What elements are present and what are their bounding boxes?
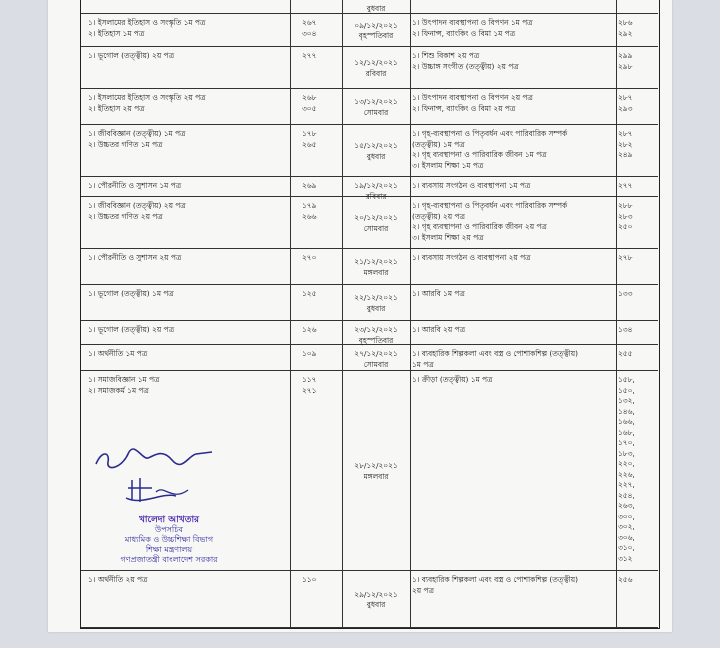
subject-cell-line: ১। অর্থনীতি ২য় পত্র <box>88 575 148 584</box>
subject-code-cell-right-line: ১৭০, <box>618 438 635 447</box>
exam-date-cell-line: সোমবার <box>363 107 389 117</box>
subject-cell-right-line: ২। গৃহ ব্যবস্থাপনা ও পারিবারিক জীবন ২য় পত্র <box>412 222 547 231</box>
subject-cell-right-line: ১। ব্যবহারিক শিল্পকলা এবং বস্ত্র ও পোশাকশিল্প (তত্ত্বীয়) <box>412 349 578 358</box>
subject-cell-right-line: ৩। ইসলাম শিক্ষা ২য় পত্র <box>412 232 484 242</box>
subject-cell-line: ২। উচ্চতর গণিত ২য় পত্র <box>88 211 163 221</box>
subject-code-cell-line: ২৬৭ <box>302 18 317 27</box>
exam-date-cell-line: ১৯/১২/২০২১ <box>354 181 398 190</box>
subject-code-cell-right-line: ৩১২ <box>618 553 633 563</box>
subject-code-cell-right-line: ১৩৪ <box>618 325 633 334</box>
exam-date-cell-line: ২১/১২/২০২১ <box>354 257 398 266</box>
subject-cell-right-line: ১। ব্যবসায় সংগঠন ও ব্যবস্থাপনা ২য় পত্র <box>412 253 531 262</box>
subject-code-cell-right-line: ৩০৬, <box>618 532 635 542</box>
subject-cell-right-line: ২। গৃহ ব্যবস্থাপনা ও পারিবারিক জীবন ১ম পত্র <box>412 150 547 159</box>
exam-date-cell-line: ২৮/১২/২০২১ <box>354 461 398 470</box>
subject-cell-right-line: (তত্ত্বীয়) ২য় পত্র <box>412 211 465 221</box>
subject-code-cell-right-line: ২৭৭ <box>618 181 633 190</box>
subject-cell-line: ১। ভূগোল (তত্ত্বীয়) ২য় পত্র <box>88 51 174 60</box>
exam-date-cell-line: সোমবার <box>363 359 389 369</box>
subject-code-cell-right-line: ২৫০ <box>618 222 633 231</box>
subject-code-cell-right-line: ১৩২, <box>618 396 635 405</box>
subject-code-cell-right-line: ২২০, <box>618 459 635 468</box>
subject-code-cell-line: ১১০ <box>302 575 317 584</box>
exam-date-cell-line: বৃহস্পতিবার <box>358 31 394 40</box>
exam-date-cell-line: রবিবার <box>365 68 387 78</box>
subject-cell-right-line: (তত্ত্বীয়) ১ম পত্র <box>412 139 465 149</box>
subject-code-cell-right-line: ২৯৩ <box>618 103 633 113</box>
subject-code-cell-right-line: ২৮৩ <box>618 211 633 221</box>
signatory-name: খালেদা আখতার <box>138 515 200 525</box>
subject-code-cell-right-line: ২৮৬ <box>618 18 633 27</box>
signatory-division: মাধ্যমিক ও উচ্চশিক্ষা বিভাগ <box>124 535 214 544</box>
subject-code-cell-right-line: ২৯৯ <box>618 51 633 60</box>
subject-code-cell-right-line: ২৮২ <box>618 139 633 149</box>
subject-cell-right-line: ২। ফিনান্স, ব্যাংকিং ও বিমা ২য় পত্র <box>412 103 516 113</box>
subject-cell-right-line: ১। ব্যবহারিক শিল্পকলা এবং বস্ত্র ও পোশাকশিল্প (তত্ত্বীয়) <box>412 575 578 584</box>
subject-cell-line: ১। অর্থনীতি ১ম পত্র <box>88 349 148 358</box>
exam-date-cell-line: ১৫/১২/২০২১ <box>354 141 398 150</box>
subject-code-cell-right-line: ১৮৩, <box>618 448 635 458</box>
subject-code-cell-line: ২৬৮ <box>302 93 317 102</box>
exam-date-cell-line: ১৩/১২/২০২১ <box>354 97 398 106</box>
subject-cell-right-line: ১। শিশু বিকাশ ২য় পত্র <box>412 51 480 60</box>
subject-cell-right-line: ২। ফিনান্স, ব্যাংকিং ও বিমা ১ম পত্র <box>412 28 516 38</box>
subject-code-cell-right-line: ২৫৬ <box>618 575 633 584</box>
subject-cell-line: ২। উচ্চতর গণিত ১ম পত্র <box>88 139 163 149</box>
subject-code-cell-right-line: ১৫৮, <box>618 375 635 384</box>
subject-code-cell-line: ৩০৫ <box>302 103 317 113</box>
subject-code-cell-line: ১১৭ <box>302 375 317 384</box>
exam-date-cell-line: সোমবার <box>363 223 389 233</box>
subject-cell-right-line: ১ম পত্র <box>412 359 434 369</box>
exam-date-cell-line: রবিবার <box>365 191 387 201</box>
subject-cell-line: ১। ভূগোল (তত্ত্বীয়) ১ম পত্র <box>88 289 174 298</box>
subject-cell-line: ১। পৌরনীতি ও সুশাসন ১ম পত্র <box>88 181 182 190</box>
signatory-ministry: শিক্ষা মন্ত্রণালয় <box>145 545 193 554</box>
subject-cell-right-line: ২য় পত্র <box>412 585 434 595</box>
subject-code-cell-right-line: ৩০২, <box>618 522 635 531</box>
subject-code-cell-right-line: ২৮৮ <box>618 201 633 210</box>
subject-cell-line: ১। জীববিজ্ঞান (তত্ত্বীয়) ১ম পত্র <box>88 129 186 138</box>
subject-code-cell-right-line: ৩১০, <box>618 543 635 552</box>
subject-code-cell-right-line: ২৪৯ <box>618 150 633 159</box>
exam-date-cell-line: ১২/১২/২০২১ <box>354 58 398 67</box>
subject-code-cell-line: ১৭৯ <box>302 201 317 210</box>
subject-code-cell-line: ১২৬ <box>302 325 317 334</box>
subject-cell-line: ১। জীববিজ্ঞান (তত্ত্বীয়) ২য় পত্র <box>88 201 186 210</box>
subject-code-cell-right-line: ২৯২ <box>618 28 633 38</box>
subject-code-cell-right-line: ১৫০, <box>618 385 635 395</box>
subject-code-cell-right-line: ২২৬, <box>618 469 635 479</box>
exam-date-cell-line: বুধবার <box>366 151 386 161</box>
subject-code-cell-right-line: ২৮৭ <box>618 93 633 102</box>
subject-cell-right-line: ১। আরবি ১ম পত্র <box>412 289 465 298</box>
subject-code-cell-right-line: ১৪৬, <box>618 406 635 416</box>
subject-cell-line: ১। ইসলামের ইতিহাস ও সংস্কৃতি ২য় পত্র <box>88 93 206 102</box>
subject-code-cell-right-line: ২৬৩, <box>618 501 635 510</box>
exam-date-cell-line: ২০/১২/২০২১ <box>354 213 398 222</box>
subject-cell-right-line: ২। উচ্চাঙ্গ সংগীত (তত্ত্বীয়) ২য় পত্র <box>412 61 519 71</box>
subject-code-cell-right-line: ২৮৭ <box>618 129 633 138</box>
subject-code-cell-line: ২৭১ <box>302 385 317 395</box>
subject-code-cell-line: ১০৯ <box>302 349 317 358</box>
subject-code-cell-line: ২৬৫ <box>302 139 317 149</box>
exam-date-cell-line: বৃহস্পতিবার <box>358 335 394 345</box>
subject-code-cell-line: ১২৫ <box>302 289 317 298</box>
exam-date-cell-line: মঙ্গলবার <box>363 267 389 277</box>
subject-cell-line: ১। ইসলামের ইতিহাস ও সংস্কৃতি ১ম পত্র <box>88 18 206 27</box>
subject-cell-line: ২। ইতিহাস ২য় পত্র <box>88 103 145 113</box>
exam-date-cell-line: মঙ্গলবার <box>363 471 389 481</box>
exam-date-cell-line: ২৯/১২/২০২১ <box>354 589 398 599</box>
signatory-designation: উপসচিব <box>154 525 183 534</box>
subject-code-cell-line: ২৬৬ <box>302 211 317 221</box>
subject-code-cell-right-line: ১৩৩ <box>618 289 633 298</box>
subject-cell-right-line: ১। উৎপাদন ব্যবস্থাপনা ও বিপণন ১ম পত্র <box>412 18 533 27</box>
exam-date-cell-line: ০৯/১২/২০২১ <box>354 20 398 30</box>
subject-cell-line: ২। সমাজকর্ম ১ম পত্র <box>88 385 149 395</box>
subject-cell-right-line: ১। ক্রীড়া (তত্ত্বীয়) ১ম পত্র <box>412 375 493 384</box>
exam-date-cell-line: ২৩/১২/২০২১ <box>354 325 398 334</box>
subject-cell-right-line: ১। আরবি ২য় পত্র <box>412 325 466 334</box>
subject-code-cell-right-line: ২৭৮ <box>618 253 633 262</box>
subject-code-cell-right-line: ২৫৫ <box>618 349 633 358</box>
signatory-block <box>104 515 234 565</box>
subject-cell-right-line: ১। উৎপাদন ব্যবস্থাপনা ও বিপণন ২য় পত্র <box>412 93 533 102</box>
subject-code-cell-line: ৩০৪ <box>302 28 317 38</box>
subject-cell-right-line: ৩। ইসলাম শিক্ষা ১ম পত্র <box>412 160 484 170</box>
subject-code-cell-line: ২৭৭ <box>302 51 317 60</box>
subject-code-cell-right-line: ২২৭, <box>618 480 635 489</box>
subject-code-cell-right-line: ১৬৮, <box>618 427 635 437</box>
exam-date-cell-line: বুধবার <box>366 600 386 609</box>
subject-cell-line: ২। ইতিহাস ১ম পত্র <box>88 28 145 38</box>
exam-date-cell-line: বুধবার <box>366 4 386 13</box>
subject-cell-line: ১। পৌরনীতি ও সুশাসন ২য় পত্র <box>88 253 182 262</box>
subject-cell-line: ১। ভূগোল (তত্ত্বীয়) ২য় পত্র <box>88 325 174 334</box>
subject-code-cell-right-line: ৩০০, <box>618 511 635 521</box>
subject-cell-right-line: ১। গৃহ-ব্যবস্থাপনা ও পিতৃবর্ধন এবং পারিবারিক সম্পর্ক <box>412 129 568 138</box>
exam-date-cell-line: ২৭/১২/২০২১ <box>354 349 398 358</box>
subject-code-cell-right-line: ২৫৪, <box>618 490 635 500</box>
subject-code-cell-right-line: ১৬৬, <box>618 417 635 426</box>
subject-cell-right-line: ১। গৃহ-ব্যবস্থাপনা ও পিতৃবর্ধন এবং পারিবারিক সম্পর্ক <box>412 201 568 210</box>
subject-cell-right-line: ১। ব্যবসায় সংগঠন ও ব্যবস্থাপনা ১ম পত্র <box>412 181 531 190</box>
signatory-government: গণপ্রজাতন্ত্রী বাংলাদেশ সরকার <box>120 555 218 564</box>
subject-code-cell-line: ২৬৯ <box>302 181 317 190</box>
exam-date-cell-line: ২২/১২/২০২১ <box>354 293 398 302</box>
exam-date-cell-line: বুধবার <box>366 303 386 313</box>
subject-code-cell-right-line: ২৯৮ <box>618 61 633 71</box>
subject-cell-line: ১। সমাজবিজ্ঞান ১ম পত্র <box>88 375 160 384</box>
subject-code-cell-line: ২৭০ <box>302 253 317 262</box>
subject-code-cell-line: ১৭৮ <box>302 129 317 138</box>
